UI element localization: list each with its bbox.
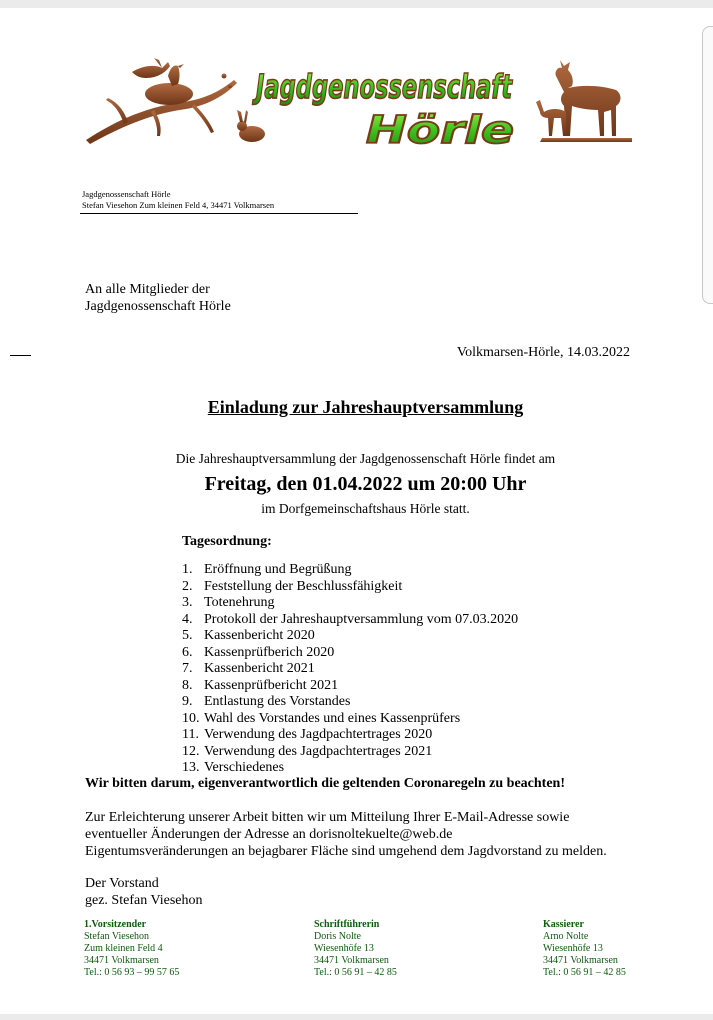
contact-role: Schriftführerin (314, 919, 380, 930)
request-paragraph (85, 809, 607, 860)
agenda-item: 6. Kassenprüfberich 2020 (182, 644, 335, 660)
agenda-item: 7. Kassenbericht 2021 (182, 661, 315, 676)
agenda-item: 8. Kassenprüfbericht 2021 (182, 677, 339, 693)
contact-block-chair (84, 919, 179, 979)
intro-text: Die Jahreshauptversammlung der Jagdgenossenschaft Hörle findet am (175, 451, 556, 466)
agenda-list (182, 562, 518, 777)
sender-underline (80, 213, 358, 214)
contact-phone: Tel.: 0 56 91 – 42 85 (314, 967, 397, 978)
contact-name: Arno Nolte (543, 931, 589, 942)
contact-block-treasurer (543, 919, 626, 979)
logo-title-line1: Jagdgenossenschaft (251, 67, 513, 106)
contact-role: Kassierer (543, 919, 584, 930)
agenda-item: 10. Wahl des Vorstandes und eines Kassenprüfers (182, 710, 461, 726)
rabbit-icon (237, 110, 265, 142)
signoff-line-1: Der Vorstand (85, 876, 159, 891)
contact-phone: Tel.: 0 56 91 – 42 85 (543, 967, 626, 978)
deer-icon (536, 60, 632, 142)
birds-branch-icon (86, 58, 237, 144)
signoff (85, 875, 202, 909)
contact-city: 34471 Volkmarsen (84, 955, 159, 966)
letter-page (0, 8, 713, 1014)
contact-street: Wiesenhöfe 13 (314, 943, 374, 954)
agenda-item: 4. Protokoll der Jahreshauptversammlung vom 07.03.2020 (182, 611, 519, 627)
contact-role: 1.Vorsitzender (84, 919, 147, 930)
sender-address (82, 189, 274, 211)
event-venue: im Dorfgemeinschaftshaus Hörle statt. (261, 501, 470, 516)
agenda-item: 11. Verwendung des Jagdpachtertrages 2020 (182, 727, 433, 742)
letterhead-logo (84, 52, 632, 148)
contact-street: Wiesenhöfe 13 (543, 943, 603, 954)
contact-name: Doris Nolte (314, 931, 361, 942)
sender-line-2: Stefan Viesehon Zum kleinen Feld 4, 34471 Volkmarsen (82, 200, 275, 210)
event-date: Freitag, den 01.04.2022 um 20:00 Uhr (204, 473, 527, 495)
request-line-3: Eigentumsveränderungen an bejagbarer Fläche sind umgehend dem Jagdvorstand zu melden. (85, 844, 607, 859)
contact-name: Stefan Viesehon (84, 931, 150, 942)
logo-title-line2: Hörle (366, 108, 514, 148)
agenda-item: 13. Verschiedenes (182, 760, 285, 775)
recipient-address (85, 281, 231, 315)
scrollbar-thumb[interactable] (702, 26, 713, 304)
contact-block-secretary (314, 919, 397, 979)
contact-city: 34471 Volkmarsen (543, 955, 618, 966)
corona-notice: Wir bitten darum, eigenverantwortlich die geltenden Coronaregeln zu beachten! (85, 776, 565, 791)
recipient-line-2: Jagdgenossenschaft Hörle (85, 299, 231, 314)
agenda-title: Tagesordnung: (182, 534, 272, 549)
request-line-2: eventueller Änderungen der Adresse an dorisnoltekuelte@web.de (85, 827, 453, 842)
agenda-item: 5. Kassenbericht 2020 (182, 628, 315, 643)
contact-street: Zum kleinen Feld 4 (84, 943, 163, 954)
contact-city: 34471 Volkmarsen (314, 955, 389, 966)
agenda-item: 9. Entlastung des Vorstandes (182, 694, 351, 709)
signoff-line-2: gez. Stefan Viesehon (85, 893, 203, 908)
recipient-line-1: An alle Mitglieder der (85, 282, 210, 297)
sender-line-1: Jagdgenossenschaft Hörle (82, 189, 171, 199)
letter-date: Volkmarsen-Hörle, 14.03.2022 (456, 345, 630, 360)
agenda-item: 12. Verwendung des Jagdpachtertrages 2021 (182, 743, 433, 759)
request-line-1: Zur Erleichterung unserer Arbeit bitten wir um Mitteilung Ihrer E-Mail-Adresse sowie (85, 810, 570, 825)
agenda-item: 1. Eröffnung und Begrüßung (182, 562, 352, 577)
contact-phone: Tel.: 0 56 93 – 99 57 65 (84, 967, 180, 978)
agenda-item: 3. Totenehrung (182, 595, 275, 610)
letter-heading: Einladung zur Jahreshauptversammlung (207, 397, 524, 417)
agenda-item: 2. Feststellung der Beschlussfähigkeit (182, 578, 403, 594)
margin-mark (10, 355, 31, 356)
